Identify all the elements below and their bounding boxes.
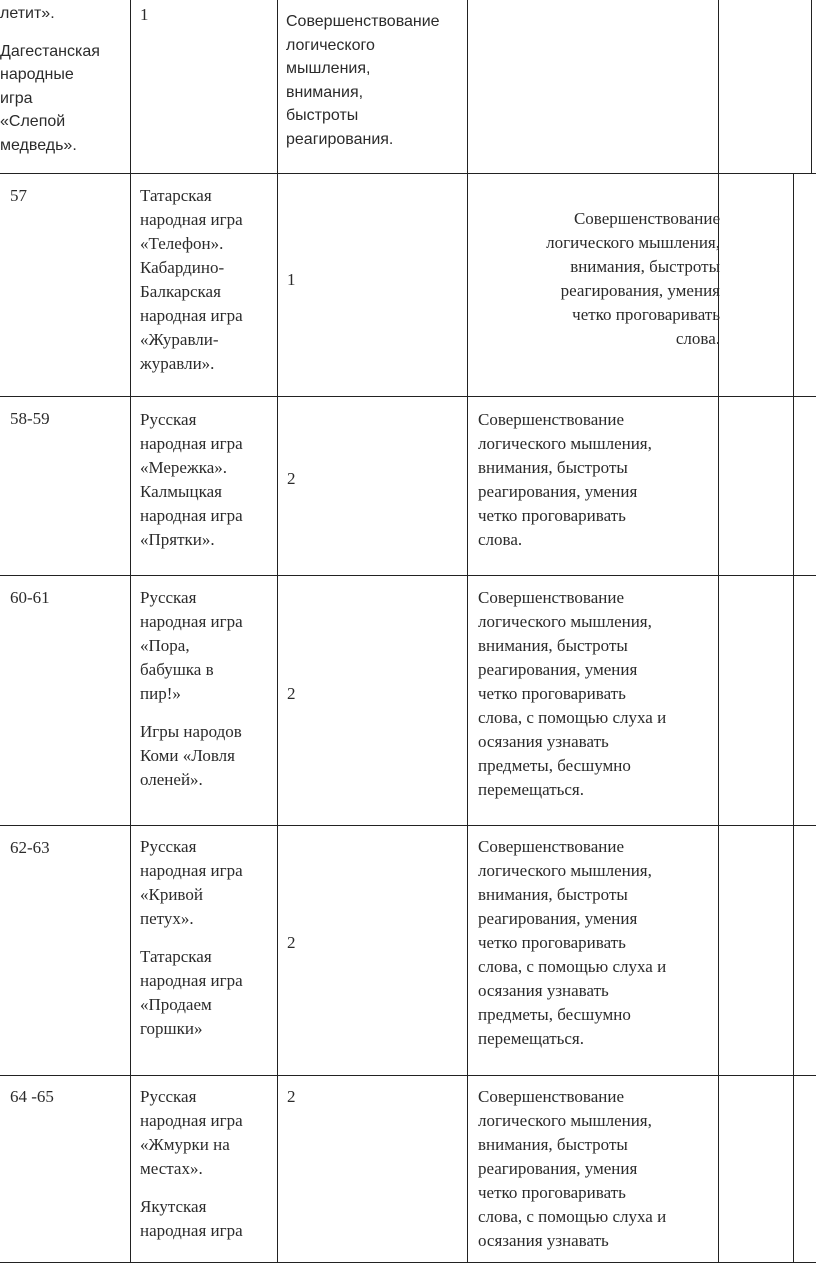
game-title-cell	[140, 1085, 275, 1243]
column-divider	[277, 0, 278, 173]
game-title-text: Татарская народная игра «Телефон». Кабардино- Балкарская народная игра «Журавли- журавли».	[140, 186, 243, 373]
hours-value: 2	[287, 469, 296, 488]
row-divider	[0, 1075, 816, 1076]
goal-cell	[478, 207, 720, 351]
hours-value: 2	[287, 1087, 296, 1106]
hours-value: 1	[140, 5, 149, 24]
hours-cell	[287, 268, 296, 292]
goal-text: Совершенствование логического мышления, внимания, быстроты реагирования, умения четко проговаривать слова, с помощью слуха и осязания узнавать предметы, бесшумно перемещаться.	[478, 588, 667, 799]
goal-cell	[478, 586, 716, 802]
hours-cell	[287, 931, 296, 955]
hours-cell	[287, 1085, 296, 1109]
hours-cell	[287, 467, 296, 491]
row-divider	[0, 825, 816, 826]
row-divider	[0, 575, 816, 576]
column-divider	[130, 173, 131, 1263]
column-divider	[277, 173, 278, 1263]
row-divider	[0, 1262, 816, 1263]
column-divider	[467, 173, 468, 1263]
column-divider	[793, 173, 794, 1263]
game-title-text: летит».	[0, 5, 55, 22]
goal-cell	[478, 835, 716, 1051]
game-title-cell	[140, 835, 275, 1041]
lesson-number: 62-63	[10, 838, 50, 857]
row-divider	[0, 173, 816, 174]
game-title-text: Русская народная игра «Мережка». Калмыцкая народная игра «Прятки».	[140, 410, 243, 549]
game-title-cell	[0, 2, 128, 157]
column-divider	[130, 0, 131, 173]
row-divider	[0, 396, 816, 397]
game-title-cell	[140, 408, 275, 552]
lesson-number: 64 -65	[10, 1087, 54, 1106]
goal-cell	[478, 1085, 716, 1253]
game-title-text: Игры народов Коми «Ловля оленей».	[140, 722, 242, 789]
column-divider	[811, 0, 812, 173]
hours-value: 2	[287, 684, 296, 703]
hours-cell	[140, 3, 149, 27]
game-title-text: Русская народная игра «Жмурки на местах».	[140, 1087, 243, 1178]
goal-text: Совершенствование логического мышления, внимания, быстроты реагирования, умения четко проговаривать слова.	[478, 410, 652, 549]
game-title-cell	[140, 586, 275, 792]
lesson-number: 60-61	[10, 588, 50, 607]
game-title-text: Русская народная игра «Пора, бабушка в пир!»	[140, 588, 243, 703]
hours-value: 1	[287, 270, 296, 289]
game-title-text: Татарская народная игра «Продаем горшки»	[140, 947, 243, 1038]
goal-text: Совершенствование логического мышления, внимания, быстроты реагирования, умения четко проговаривать слова.	[546, 209, 720, 348]
hours-value: 2	[287, 933, 296, 952]
column-divider	[718, 0, 719, 173]
game-title-cell	[140, 184, 275, 376]
goal-cell	[286, 10, 468, 151]
game-title-text: Дагестанская народные игра «Слепой медведь».	[0, 42, 100, 154]
lesson-number: 57	[10, 186, 27, 205]
goal-text: Совершенствование логического мышления, внимания, быстроты реагирования, умения четко проговаривать слова, с помощью слуха и осязания узнавать предметы, бесшумно перемещаться.	[478, 837, 667, 1048]
goal-text: Совершенствование логического мышления, внимания, быстроты реагирования, умения четко проговаривать слова, с помощью слуха и осязания узнавать	[478, 1087, 667, 1250]
game-title-text: Русская народная игра «Кривой петух».	[140, 837, 243, 928]
goal-cell	[478, 408, 716, 552]
hours-cell	[287, 682, 296, 706]
goal-text: Совершенствование логического мышления, внимания, быстроты реагирования.	[286, 13, 440, 148]
lesson-number: 58-59	[10, 409, 50, 428]
game-title-text: Якутская народная игра	[140, 1197, 243, 1240]
